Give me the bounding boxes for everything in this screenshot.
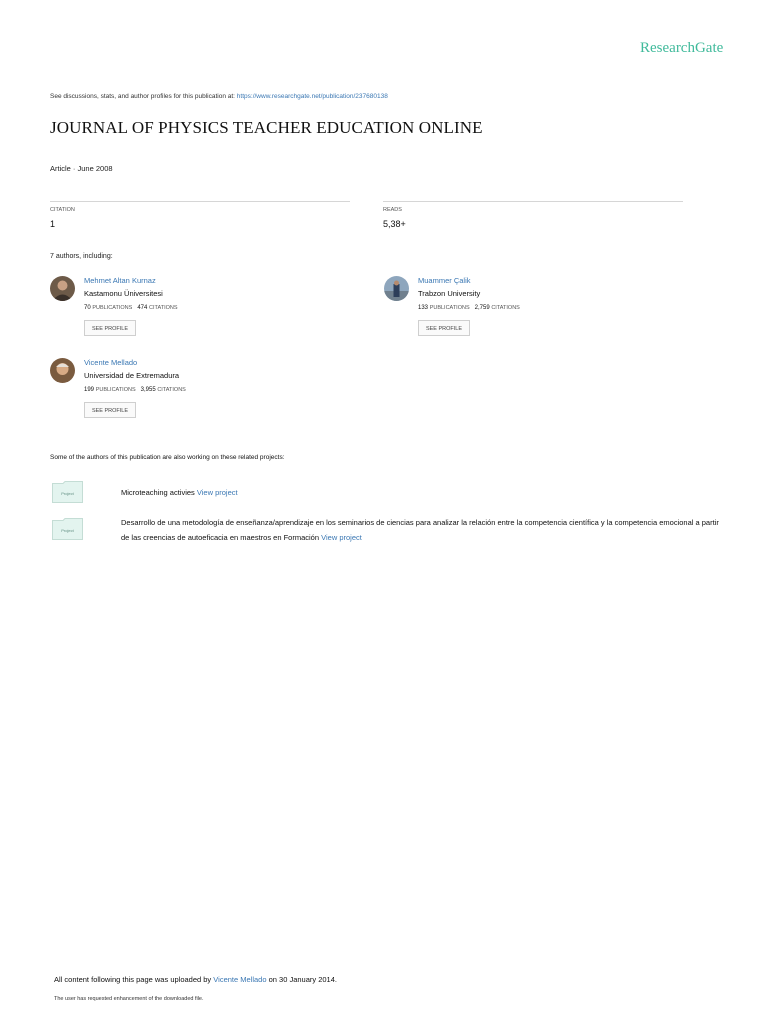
upload-notice [54, 975, 337, 984]
publication-count: 199 [84, 387, 95, 393]
reads-divider [383, 201, 683, 202]
author-stats [84, 305, 178, 311]
article-title: JOURNAL OF PHYSICS TEACHER EDUCATION ONLINE [50, 118, 483, 137]
author-name[interactable]: Vicente Mellado [84, 358, 138, 367]
uploader-link[interactable]: Vicente Mellado [213, 975, 267, 984]
project-folder-icon[interactable] [52, 481, 83, 503]
citation-label: CITATION [50, 207, 75, 213]
authors-heading: 7 authors, including: [50, 253, 113, 260]
article-meta: Article · June 2008 [50, 164, 113, 173]
see-profile-button[interactable]: SEE PROFILE [418, 320, 470, 336]
project-thumb-label: Project [61, 528, 74, 533]
view-project-link[interactable]: View project [321, 533, 362, 542]
author-stats [418, 305, 520, 311]
avatar[interactable] [384, 276, 409, 301]
upload-suffix: on 30 January 2014. [266, 975, 337, 984]
citations-label: CITATIONS [149, 305, 178, 311]
view-project-link[interactable]: View project [196, 488, 238, 497]
author-name[interactable]: Mehmet Altan Kurnaz [84, 276, 156, 285]
projects-heading: Some of the authors of this publication are also working on these related projects: [50, 454, 285, 461]
citation-count: 3,955 [140, 387, 156, 393]
reads-label: READS [383, 207, 402, 213]
publication-url-link[interactable]: https://www.researchgate.net/publication/237680138 [236, 93, 388, 100]
publications-label: PUBLICATIONS [95, 387, 136, 393]
project-entry [121, 515, 721, 545]
project-entry [121, 485, 721, 500]
enhancement-note: The user has requested enhancement of the downloaded file. [54, 996, 204, 1002]
citation-count: 2,759 [474, 305, 490, 311]
publication-count: 133 [418, 305, 429, 311]
discussion-notice [50, 93, 388, 100]
author-institution: Universidad de Extremadura [84, 371, 180, 380]
publications-label: PUBLICATIONS [429, 305, 470, 311]
avatar[interactable] [50, 276, 75, 301]
publications-label: PUBLICATIONS [92, 305, 133, 311]
author-institution: Trabzon University [418, 289, 481, 298]
discussion-notice-text: See discussions, stats, and author profiles for this publication at: [50, 93, 237, 100]
citation-divider [50, 201, 350, 202]
researchgate-logo[interactable]: ResearchGate [640, 40, 724, 56]
citation-count: 474 [137, 305, 148, 311]
see-profile-button[interactable]: SEE PROFILE [84, 320, 136, 336]
project-folder-icon[interactable] [52, 518, 83, 540]
citation-count: 1 [50, 219, 56, 229]
citations-label: CITATIONS [157, 387, 186, 393]
author-name[interactable]: Muammer Çalik [418, 276, 471, 285]
author-institution: Kastamonu Üniversitesi [84, 289, 163, 298]
publication-count: 70 [84, 305, 91, 311]
project-title: Microteaching activies [121, 488, 195, 497]
project-title: Desarrollo de una metodología de enseñanza/aprendizaje en los seminarios de ciencias para analizar la relación entre la competencia científica y la competencia emocional a partir de las creencias de autoeficacia en maestros en Formación [121, 518, 719, 542]
see-profile-button[interactable]: SEE PROFILE [84, 402, 136, 418]
reads-count: 5,38+ [383, 219, 406, 229]
project-thumb-label: Project [61, 491, 74, 496]
author-stats [84, 387, 186, 393]
upload-prefix: All content following this page was uploaded by [54, 975, 214, 984]
avatar[interactable] [50, 358, 75, 383]
citations-label: CITATIONS [491, 305, 520, 311]
